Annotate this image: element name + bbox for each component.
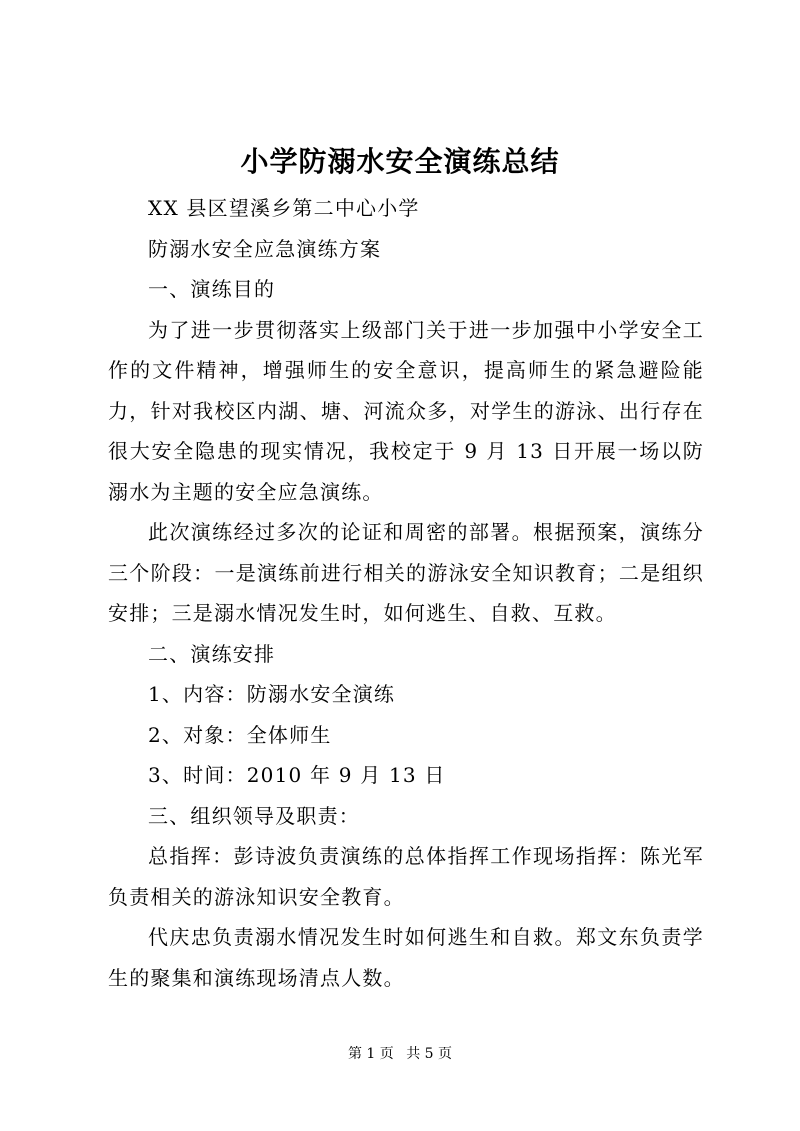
arrangement-item-content: 1、内容：防溺水安全演练 — [148, 682, 396, 706]
page-footer — [0, 1044, 800, 1064]
paragraph-purpose: 为了进一步贯彻落实上级部门关于进一步加强中小学安全工作的文件精神，增强师生的安全意识，提高师生的紧急避险能力，针对我校区内湖、塘、河流众多，对学生的游泳、出行存在很大安全隐患的现实情况，我校定于 9 月 13 日开展一场以防溺水为主题的安全应急演练。 — [108, 317, 704, 504]
section-heading-purpose: 一、演练目的 — [148, 277, 276, 301]
paragraph-responsibilities: 代庆忠负责溺水情况发生时如何逃生和自救。郑文东负责学生的聚集和演练现场清点人数。 — [108, 925, 704, 990]
school-name-line: XX 县区望溪乡第二中心小学 — [148, 196, 420, 220]
section-heading-arrangement: 二、演练安排 — [148, 641, 276, 666]
page-total: 共 5 页 — [406, 1046, 453, 1062]
document-body — [108, 188, 704, 998]
document-title: 小学防溺水安全演练总结 — [240, 145, 560, 178]
paragraph-stages: 此次演练经过多次的论证和周密的部署。根据预案，演练分三个阶段：一是演练前进行相关的游泳安全知识教育；二是组织安排；三是溺水情况发生时，如何逃生、自救、互救。 — [108, 520, 704, 625]
page-number: 第 1 页 — [347, 1046, 394, 1062]
plan-title-line: 防溺水安全应急演练方案 — [148, 236, 382, 261]
section-heading-organization: 三、组织领导及职责： — [148, 803, 360, 828]
arrangement-item-audience: 2、对象：全体师生 — [148, 722, 332, 747]
paragraph-commanders: 总指挥：彭诗波负责演练的总体指挥工作现场指挥：陈光军负责相关的游泳知识安全教育。 — [108, 844, 704, 909]
arrangement-item-time: 3、时间：2010 年 9 月 13 日 — [148, 763, 446, 787]
